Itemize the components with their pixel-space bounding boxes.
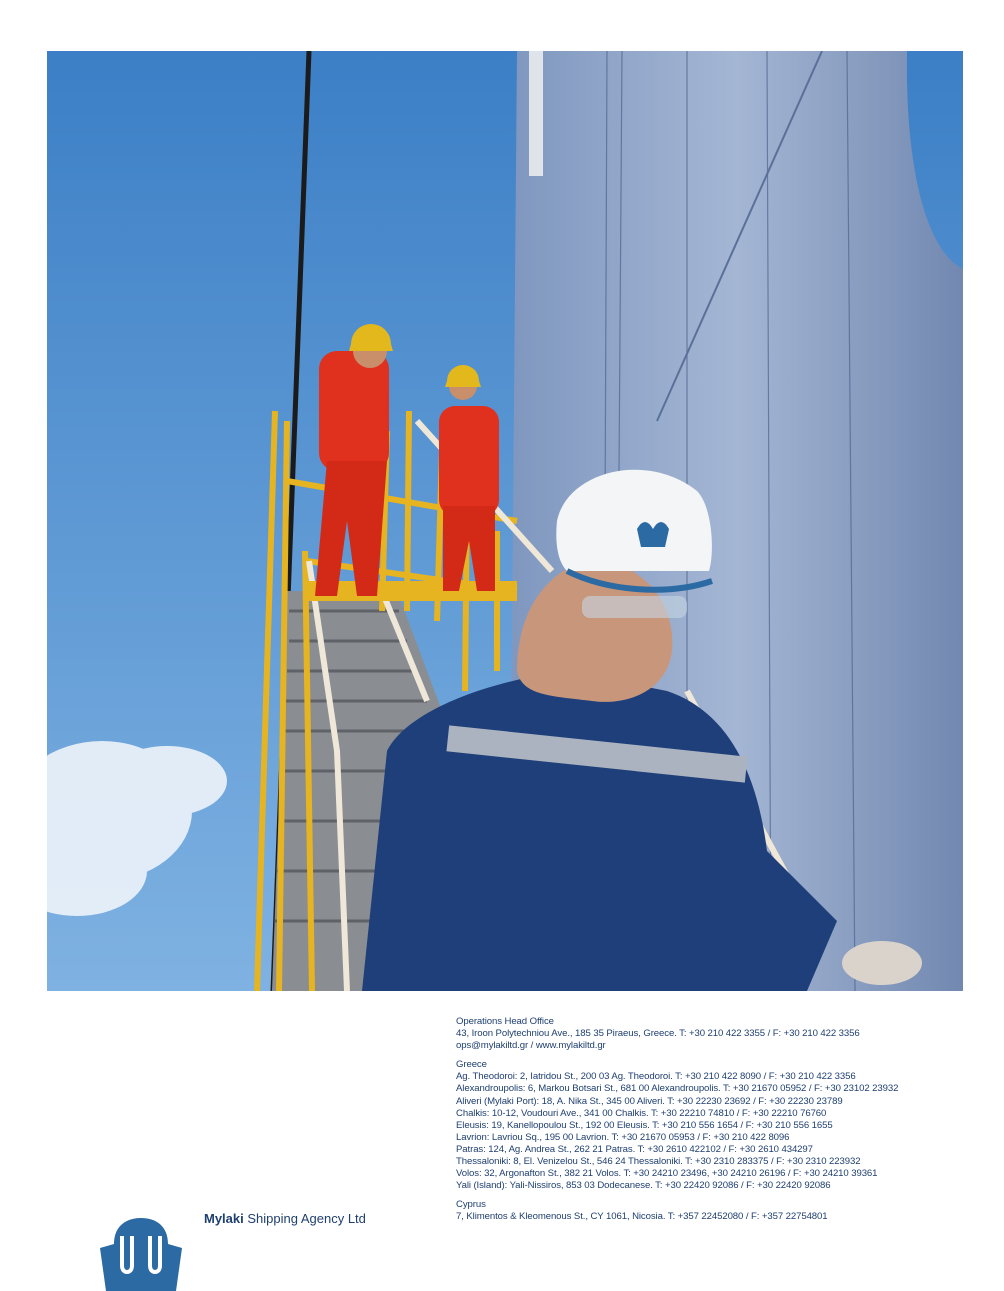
office-aliveri: Aliveri (Mylaki Port): 18, A. Nika St., 345 00 Aliveri. T: +30 22230 23692 / F: +30 22230 23789 <box>456 1095 843 1107</box>
head-office-address: 43, Iroon Polytechniou Ave., 185 35 Piraeus, Greece. T: +30 210 422 3355 / F: +30 210 422 3356 <box>456 1028 860 1040</box>
head-office-block <box>456 1016 996 1052</box>
office-nicosia: 7, Klimentos & Kleomenous St., CY 1061, Nicosia. T: +357 22452080 / F: +357 22754801 <box>456 1211 828 1223</box>
hero-photo <box>47 51 963 991</box>
cyprus-heading: Cyprus <box>456 1199 486 1211</box>
head-office-heading: Operations Head Office <box>456 1016 554 1027</box>
brand-name-rest: Shipping Agency Ltd <box>243 1211 366 1226</box>
office-patras: Patras: 124, Ag. Andrea St., 262 21 Patras. T: +30 2610 422102 / F: +30 2610 434297 <box>456 1143 813 1155</box>
greece-block <box>456 1059 996 1192</box>
office-yali: Yali (Island): Yali-Nissiros, 853 03 Dodecanese. T: +30 22420 92086 / F: +30 22420 92086 <box>456 1180 831 1192</box>
mylaki-logo-icon <box>100 1218 182 1291</box>
office-lavrion: Lavrion: Lavriou Sq., 195 00 Lavrion. T: +30 21670 05953 / F: +30 210 422 8096 <box>456 1131 790 1143</box>
brand-name <box>204 1211 366 1226</box>
office-eleusis: Eleusis: 19, Kanellopoulou St., 192 00 Eleusis. T: +30 210 556 1654 / F: +30 210 556 1655 <box>456 1119 833 1131</box>
office-volos: Volos: 32, Argonafton St., 382 21 Volos. T: +30 24210 23496, +30 24210 26196 / F: +30 24210 39361 <box>456 1168 878 1180</box>
office-thessaloniki: Thessaloniki: 8, El. Venizelou St., 546 24 Thessaloniki. T: +30 2310 283375 / F: +30 2310 223932 <box>456 1156 861 1168</box>
office-alexandroupolis: Alexandroupolis: 6, Markou Botsari St., 681 00 Alexandroupolis. T: +30 21670 05952 / F: +30 23102 23932 <box>456 1083 899 1095</box>
cyprus-block <box>456 1199 996 1223</box>
office-ag-theodoroi: Ag. Theodoroi: 2, Iatridou St., 200 03 Ag. Theodoroi. T: +30 210 422 8090 / F: +30 210 422 3356 <box>456 1071 856 1083</box>
contact-info <box>456 1016 996 1231</box>
brand-name-bold: Mylaki <box>204 1211 244 1226</box>
hero-illustration <box>47 51 963 991</box>
tank-edge <box>529 51 543 176</box>
greece-heading: Greece <box>456 1059 487 1071</box>
head-office-email-web[interactable]: ops@mylakiltd.gr / www.mylakiltd.gr <box>456 1040 606 1052</box>
office-chalkis: Chalkis: 10-12, Voudouri Ave., 341 00 Chalkis. T: +30 22210 74810 / F: +30 22210 76760 <box>456 1107 827 1119</box>
